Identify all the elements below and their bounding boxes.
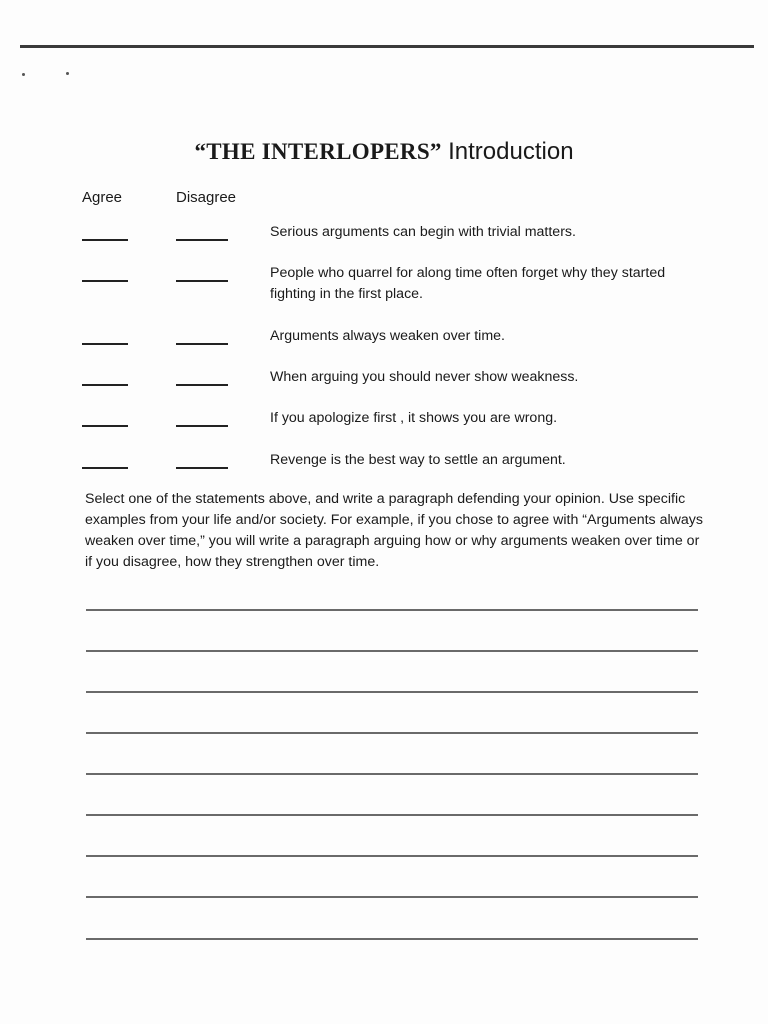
disagree-blank[interactable] (176, 467, 228, 469)
statement-row (0, 326, 768, 366)
agree-blank[interactable] (82, 343, 128, 345)
response-line[interactable] (86, 609, 698, 611)
statement-row (0, 222, 768, 262)
agree-blank[interactable] (82, 239, 128, 241)
statement-row (0, 408, 768, 448)
agree-blank[interactable] (82, 467, 128, 469)
statement-text: People who quarrel for along time often forget why they started fighting in the first place. (270, 265, 666, 302)
title-rest: Introduction (448, 138, 574, 165)
disagree-blank[interactable] (176, 343, 228, 345)
statement-row (0, 450, 768, 490)
response-line[interactable] (86, 650, 698, 652)
disagree-blank[interactable] (176, 425, 228, 427)
disagree-blank[interactable] (176, 280, 228, 282)
response-line[interactable] (86, 814, 698, 816)
statement-row (0, 263, 768, 303)
statement-row (0, 367, 768, 407)
worksheet-title (0, 138, 768, 166)
statement-text: Revenge is the best way to settle an argument. (270, 452, 566, 468)
statement-text: If you apologize first , it shows you are wrong. (270, 410, 558, 426)
response-line[interactable] (86, 855, 698, 857)
response-line[interactable] (86, 773, 698, 775)
response-line[interactable] (86, 732, 698, 734)
response-line[interactable] (86, 938, 698, 940)
disagree-column-header: Disagree (176, 189, 237, 206)
response-line[interactable] (86, 896, 698, 898)
agree-blank[interactable] (82, 425, 128, 427)
agree-blank[interactable] (82, 280, 128, 282)
statement-text: When arguing you should never show weakness. (270, 369, 579, 385)
disagree-blank[interactable] (176, 239, 228, 241)
instructions-paragraph: Select one of the statements above, and write a paragraph defending your opinion. Use specific examples from your life and/or society. For example, if you chose to agree with “Arguments always weaken over time,” you will write a paragraph arguing how or why arguments weaken over time or if you disagree, how they strengthen over time. (85, 491, 703, 570)
disagree-blank[interactable] (176, 384, 228, 386)
scan-speck (22, 73, 25, 76)
agree-column-header: Agree (82, 189, 123, 206)
top-rule (20, 45, 754, 48)
title-story: “THE INTERLOPERS” (194, 139, 442, 164)
scan-speck (66, 72, 69, 75)
statement-text: Arguments always weaken over time. (270, 328, 505, 344)
statement-text: Serious arguments can begin with trivial matters. (270, 224, 576, 240)
response-line[interactable] (86, 691, 698, 693)
agree-blank[interactable] (82, 384, 128, 386)
